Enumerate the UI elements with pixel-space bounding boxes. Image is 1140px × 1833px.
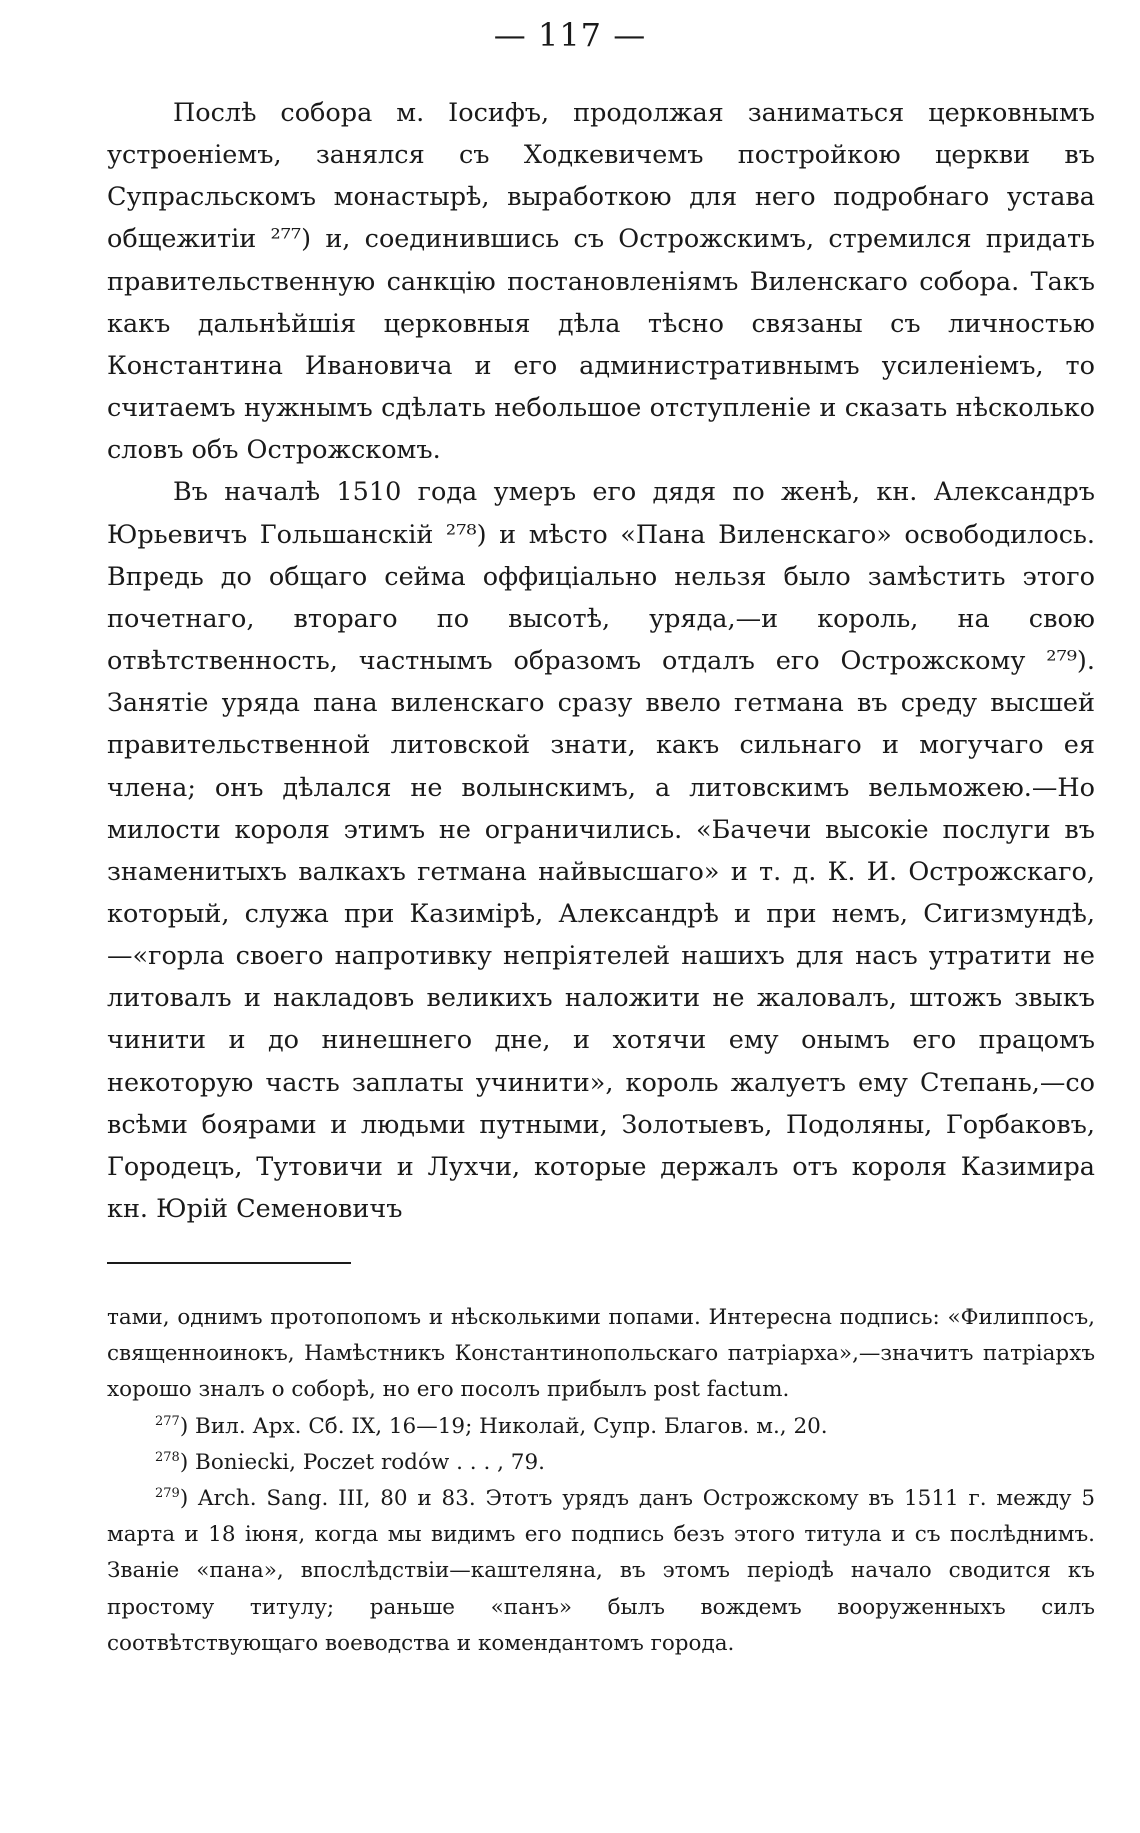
footnote-279 [107, 1481, 1095, 1662]
main-text [107, 92, 1095, 1230]
paragraph: Въ началѣ 1510 года умеръ его дядя по женѣ, кн. Александръ Юрьевичъ Гольшанскій ²⁷⁸) и мѣсто «Пана Виленскаго» освободилось. Впредь до общаго сейма оффиціально нельзя было замѣстить этого почетнаго, втораго по высотѣ, уряда,—и король, на свою отвѣтственность, частнымъ образомъ отдалъ его Острожскому ²⁷⁹). Занятіе уряда пана виленскаго сразу ввело гетмана въ среду высшей правительственной литовской знати, какъ сильнаго и могучаго ея члена; онъ дѣлался не волынскимъ, а литовскимъ вельможею.—Но милости короля этимъ не ограничились. «Бачечи высокіе послуги въ знаменитыхъ валкахъ гетмана найвысшаго» и т. д. К. И. Острожскаго, который, служа при Казимірѣ, Александрѣ и при немъ, Сигизмундѣ,—«горла своего напротивку непріятелей нашихъ для насъ утратити не литовалъ и накладовъ великихъ наложити не жаловалъ, штожъ звыкъ чинити и до нинешнего дне, и хотячи ему онымъ его працомъ некоторую часть заплаты учинити», король жалуетъ ему Степань,—со всѣми боярами и людьми путными, Золотыевъ, Подоляны, Горбаковъ, Городецъ, Тутовичи и Лухчи, которые держалъ отъ короля Казимира кн. Юрій Семеновичъ [107, 477, 1095, 1225]
footnote-277 [107, 1409, 1095, 1445]
footnote-number: 278 [155, 1449, 180, 1465]
footnote-278 [107, 1445, 1095, 1481]
footnote-continuation: тами, однимъ протопопомъ и нѣсколькими попами. Интересна подпись: «Филиппосъ, священноинокъ, Намѣстникъ Константинопольскаго патріарха»,—значитъ патріархъ хорошо зналъ о соборѣ, но его посолъ прибылъ post factum. [107, 1305, 1095, 1403]
footnote-text: ) Вил. Арх. Сб. IX, 16—19; Николай, Супр. Благов. м., 20. [179, 1413, 828, 1439]
footnote-separator [107, 1262, 351, 1264]
footnote-number: 279 [155, 1485, 180, 1501]
footnote-text: ) Boniecki, Poczet rodów . . . , 79. [179, 1449, 545, 1475]
footnote-number: 277 [155, 1413, 180, 1429]
paragraph: Послѣ собора м. Іосифъ, продолжая заниматься церковнымъ устроеніемъ, занялся съ Ходкевичемъ постройкою церкви въ Супрасльскомъ монастырѣ, выработкою для него подробнаго устава общежитіи ²⁷⁷) и, соединившись съ Острожскимъ, стремился придать правительственную санкцію постановленіямъ Виленскаго собора. Такъ какъ дальнѣйшія церковныя дѣла тѣсно связаны съ личностью Константина Ивановича и его административнымъ усиленіемъ, то считаемъ нужнымъ сдѣлать небольшое отступленіе и сказать нѣсколько словъ объ Острожскомъ. [107, 98, 1095, 466]
page-number: — 117 — [493, 16, 647, 54]
footnotes [107, 1300, 1095, 1662]
footnote-text: ) Arch. Sang. III, 80 и 83. Этотъ урядъ данъ Острожскому въ 1511 г. между 5 марта и 18 іюня, когда мы видимъ его подпись безъ этого титула и съ послѣднимъ. Званіе «пана», впослѣдствіи—каштеляна, въ этомъ періодѣ начало сводится къ простому титулу; раньше «панъ» былъ вождемъ вооруженныхъ силъ соотвѣтствующаго воеводства и комендантомъ города. [107, 1486, 1095, 1656]
